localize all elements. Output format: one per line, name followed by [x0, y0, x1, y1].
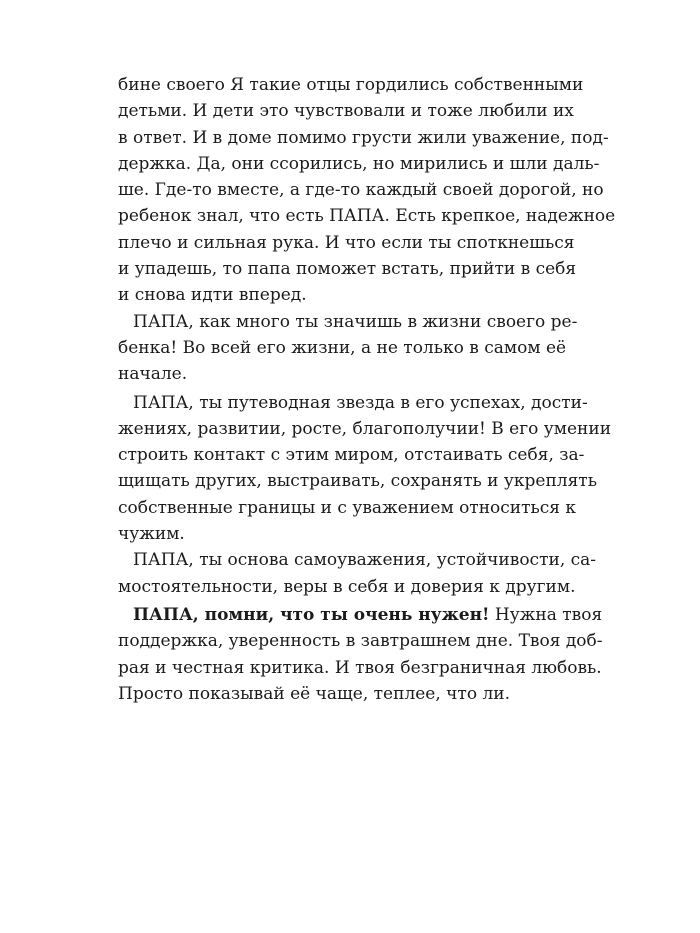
text-line: начале.: [118, 364, 188, 385]
text-line: ПАПА, ты основа самоуважения, устойчивости, са-: [133, 550, 597, 571]
text-line: бенка! Во всей его жизни, а не только в самом её: [118, 337, 567, 358]
text-line: мостоятельности, веры в себя и доверия к другим.: [118, 576, 576, 597]
text-line: ше. Где-то вместе, а где-то каждый своей дорогой, но: [118, 180, 604, 201]
text-line: детьми. И дети это чувствовали и тоже любили их: [118, 101, 574, 122]
text-line: [118, 602, 603, 628]
text-line: собственные границы и с уважением относиться к: [118, 497, 577, 518]
text-line: поддержка, уверенность в завтрашнем дне. Твоя доб-: [118, 631, 603, 652]
text-line: держка. Да, они ссорились, но мирились и шли даль-: [118, 153, 600, 174]
paragraph-2: [118, 309, 578, 388]
paragraph-3: [118, 390, 612, 548]
text-line: ребенок знал, что есть ПАПА. Есть крепкое, надежное: [118, 206, 616, 227]
paragraph-4: [118, 547, 597, 600]
text-line: и упадешь, то папа поможет встать, прийти в себя: [118, 259, 577, 280]
text-line: строить контакт с этим миром, отстаивать себя, за-: [118, 445, 585, 466]
body-text: [118, 72, 616, 707]
paragraph-5: [118, 602, 603, 707]
bold-lead-text: ПАПА, помни, что ты очень нужен!: [133, 604, 490, 625]
text-line: щищать других, выстраивать, сохранять и укреплять: [118, 471, 597, 492]
text-line: ПАПА, ты путеводная звезда в его успехах, дости-: [133, 392, 588, 413]
text-line: Просто показывай её чаще, теплее, что ли.: [118, 683, 510, 704]
text-line: рая и честная критика. И твоя безграничная любовь.: [118, 657, 602, 678]
text-line: в ответ. И в доме помимо грусти жили уважение, под-: [118, 127, 609, 148]
text-line: плечо и сильная рука. И что если ты споткнешься: [118, 232, 575, 253]
text-line: и снова идти вперед.: [118, 285, 307, 306]
text-line: жениях, развитии, росте, благополучии! В его умении: [118, 418, 612, 439]
lead-line-rest: Нужна твоя: [489, 604, 603, 625]
paragraph-1: [118, 72, 616, 309]
text-line: бине своего Я такие отцы гордились собственными: [118, 75, 584, 95]
text-line: ПАПА, как много ты значишь в жизни своего ре-: [133, 311, 578, 332]
text-line: чужим.: [118, 524, 185, 545]
